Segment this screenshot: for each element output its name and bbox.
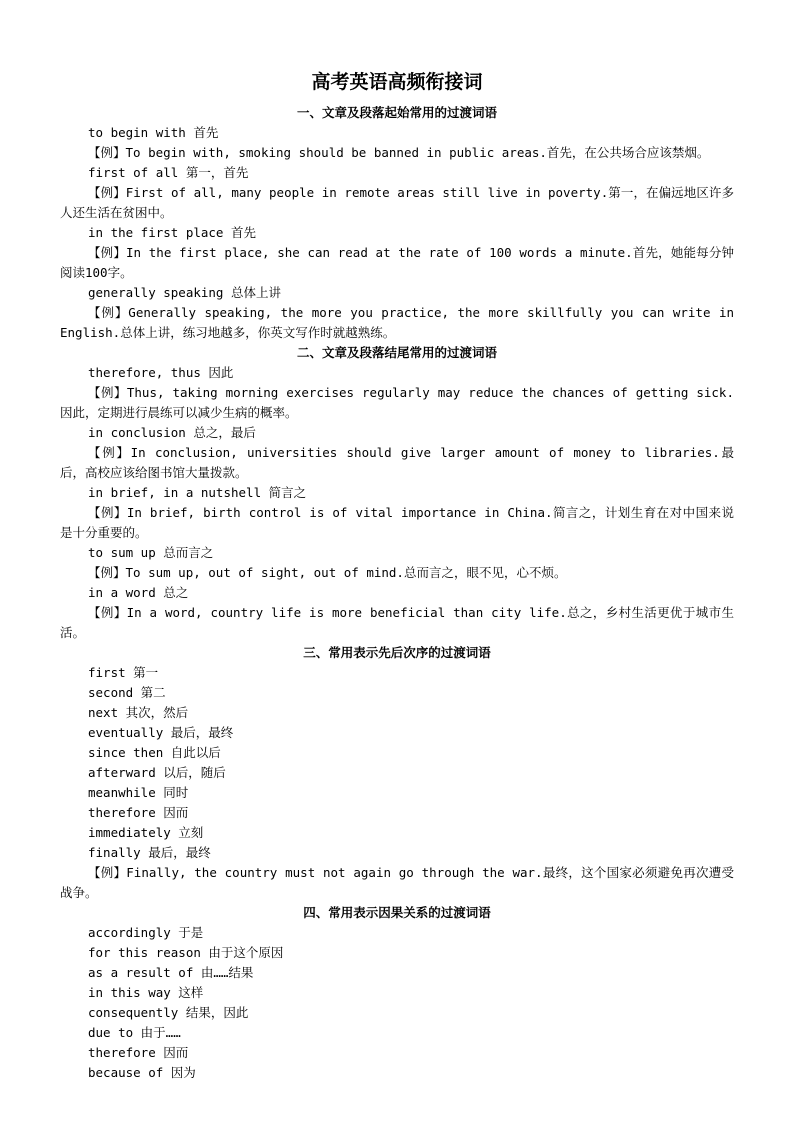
transition-term: therefore 因而 — [88, 1045, 189, 1060]
section-heading: 二、文章及段落结尾常用的过渡词语 — [296, 345, 497, 360]
transition-term: generally speaking 总体上讲 — [88, 285, 281, 300]
transition-term: consequently 结果，因此 — [88, 1005, 249, 1020]
transition-term: to sum up 总而言之 — [88, 545, 214, 560]
transition-term: due to 由于…… — [88, 1025, 181, 1040]
transition-term: therefore, thus 因此 — [88, 365, 234, 380]
document-body — [60, 103, 734, 1083]
transition-term: in this way 这样 — [88, 985, 204, 1000]
transition-term: immediately 立刻 — [88, 825, 204, 840]
example-sentence: 【例】To sum up, out of sight, out of mind.总而言之，眼不见，心不烦。 — [88, 565, 567, 580]
transition-term: therefore 因而 — [88, 805, 189, 820]
transition-term: to begin with 首先 — [88, 125, 219, 140]
example-sentence: 【例】In brief, birth control is of vital importance in China.简言之，计划生育在对中国来说是十分重要的。 — [60, 505, 734, 540]
section-heading: 三、常用表示先后次序的过渡词语 — [303, 645, 491, 660]
example-sentence: 【例】Thus, taking morning exercises regularly may reduce the chances of getting sick.因此，定期进行晨练可以减少生病的概率。 — [60, 385, 734, 420]
transition-term: first 第一 — [88, 665, 159, 680]
example-sentence: 【例】To begin with, smoking should be banned in public areas.首先，在公共场合应该禁烟。 — [88, 145, 710, 160]
transition-term: meanwhile 同时 — [88, 785, 189, 800]
transition-term: for this reason 由于这个原因 — [88, 945, 284, 960]
transition-term: finally 最后，最终 — [88, 845, 211, 860]
transition-term: in the first place 首先 — [88, 225, 256, 240]
transition-term: in brief, in a nutshell 简言之 — [88, 485, 307, 500]
example-sentence: 【例】In conclusion, universities should give larger amount of money to libraries.最后，高校应该给图书馆大量拨款。 — [60, 445, 734, 480]
transition-term: first of all 第一，首先 — [88, 165, 249, 180]
transition-term: in conclusion 总之，最后 — [88, 425, 256, 440]
transition-term: as a result of 由……结果 — [88, 965, 254, 980]
example-sentence: 【例】In the first place, she can read at the rate of 100 words a minute.首先，她能每分钟阅读100字。 — [60, 245, 734, 280]
transition-term: eventually 最后，最终 — [88, 725, 234, 740]
section-heading: 一、文章及段落起始常用的过渡词语 — [296, 105, 497, 120]
transition-term: accordingly 于是 — [88, 925, 204, 940]
example-sentence: 【例】In a word, country life is more beneficial than city life.总之，乡村生活更优于城市生活。 — [60, 605, 734, 640]
page-title: 高考英语高频衔接词 — [311, 71, 483, 93]
example-sentence: 【例】First of all, many people in remote areas still live in poverty.第一，在偏远地区许多人还生活在贫困中。 — [60, 185, 734, 220]
transition-term: second 第二 — [88, 685, 166, 700]
transition-term: afterward 以后，随后 — [88, 765, 226, 780]
transition-term: because of 因为 — [88, 1065, 196, 1080]
example-sentence: 【例】Generally speaking, the more you practice, the more skillfully you can write in English.总体上讲，练习地越多，你英文写作时就越熟练。 — [60, 305, 734, 340]
transition-term: since then 自此以后 — [88, 745, 221, 760]
section-heading: 四、常用表示因果关系的过渡词语 — [303, 905, 491, 920]
transition-term: in a word 总之 — [88, 585, 189, 600]
transition-term: next 其次，然后 — [88, 705, 189, 720]
example-sentence: 【例】Finally, the country must not again go through the war.最终，这个国家必须避免再次遭受战争。 — [60, 865, 734, 900]
